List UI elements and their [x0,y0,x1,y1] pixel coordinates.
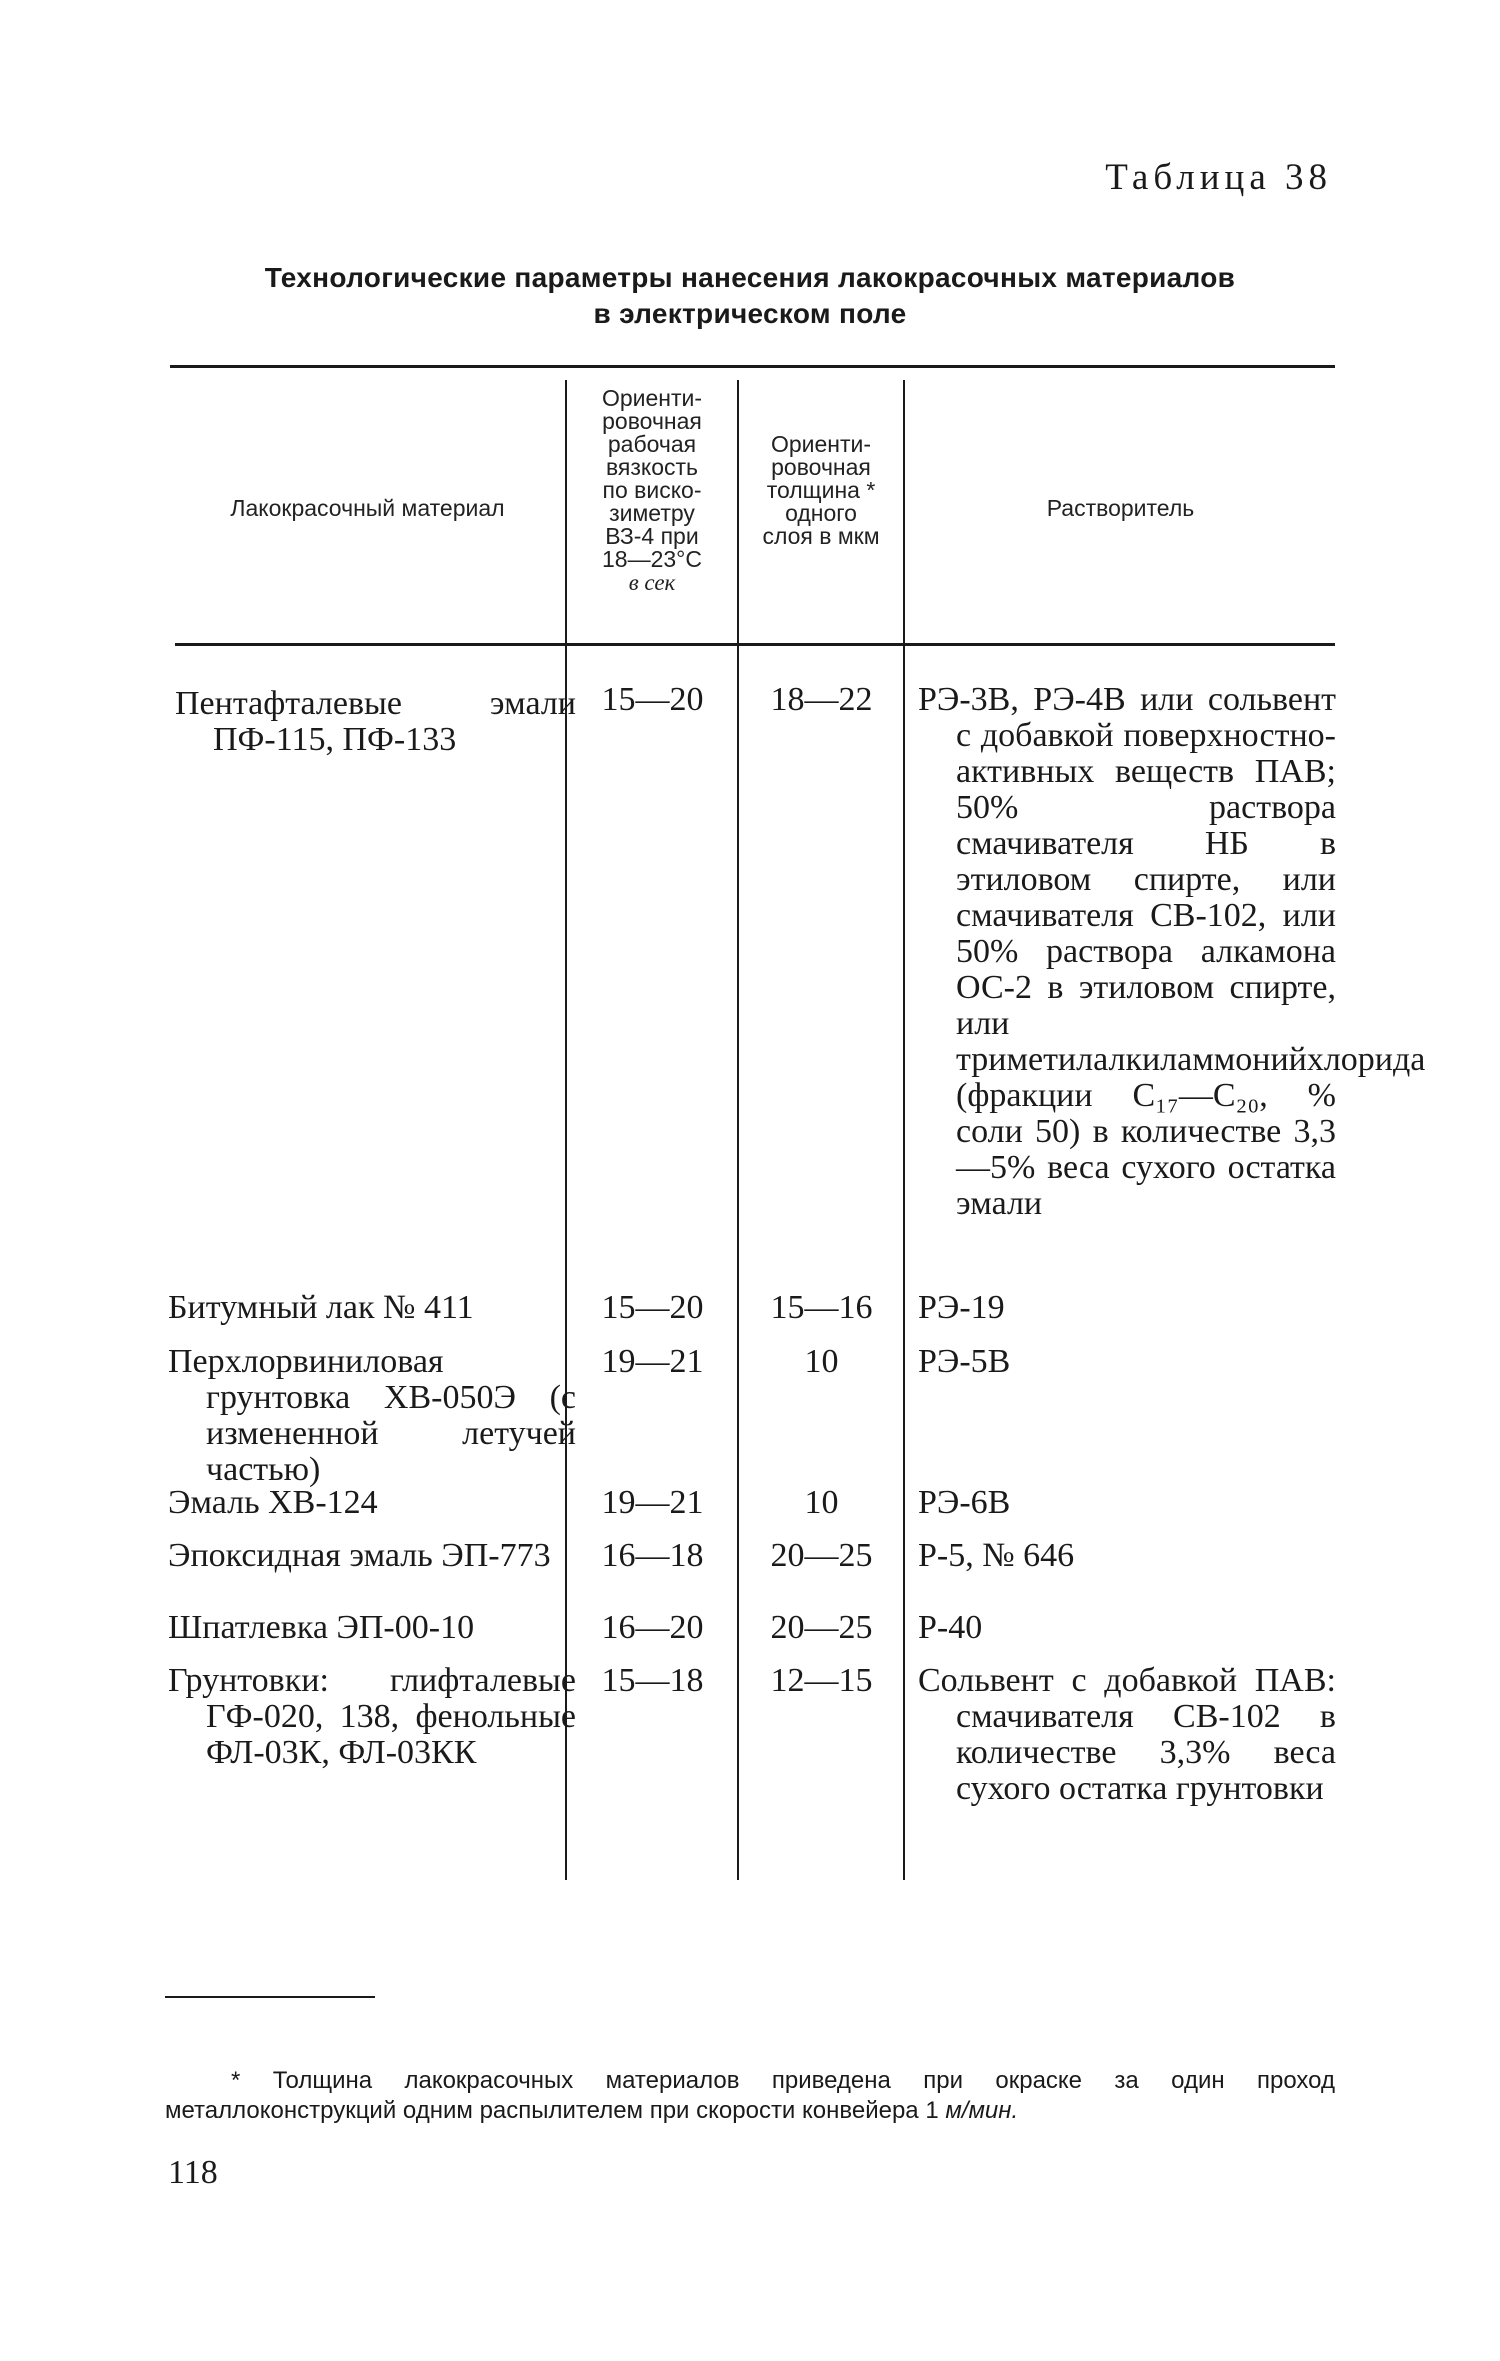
row-4-thickness: 20—25 [770,1537,873,1574]
row-4-material: Эпоксидная эмаль ЭП-773 [168,1537,551,1574]
row-6-viscosity: 15—18 [601,1662,704,1699]
row-1-viscosity: 15—20 [601,1289,704,1326]
row-3-solvent: РЭ-6В [918,1484,1011,1521]
page-number: 118 [168,2154,218,2191]
row-1-solvent: РЭ-19 [918,1289,1005,1326]
footnote-unit: м/мин. [945,2097,1019,2124]
row-2-material: Перхлорвиниловая грунтовка ХВ-050Э (с измененной летучей частью) [168,1343,576,1488]
footnote-rule [165,1996,375,1998]
row-1-material: Битумный лак № 411 [168,1289,474,1326]
table-title [170,260,1330,332]
header-thickness: Ориенти- ровочная толщина * одного слоя в мкм [762,431,880,549]
table-top-rule [170,365,1335,368]
header-solvent: Растворитель [1046,495,1195,521]
row-3-material: Эмаль ХВ-124 [168,1484,378,1521]
row-0-viscosity: 15—20 [601,681,704,718]
column-divider [737,380,739,1880]
column-divider [565,380,567,1880]
table-title-line-2: в электрическом поле [593,298,907,329]
row-5-solvent: Р-40 [918,1609,983,1646]
header-material: Лакокрасочный материал [230,495,505,521]
table-title-line-1: Технологические параметры нанесения лакокрасочных материалов [264,262,1236,293]
row-2-solvent: РЭ-5В [918,1343,1011,1380]
row-5-viscosity: 16—20 [601,1609,704,1646]
row-0-solvent: РЭ-3В, РЭ-4В или сольвент с добавкой поверхностно-активных веществ ПАВ; 50% раствора смачивателя НБ в этиловом спирте, или смачивателя СВ-102, или 50% раствора алкамона ОС-2 в этиловом спирте, или триметилалкиламмонийхлорида (фракции C₁₇—C₂₀, % соли 50) в количестве 3,3—5% веса сухого остатка эмали [918,681,1426,1222]
row-6-solvent: Сольвент с добавкой ПАВ: смачивателя СВ-102 в количестве 3,3% веса сухого остатка грунтовки [918,1662,1336,1807]
row-0-thickness: 18—22 [770,681,873,718]
row-2-viscosity: 19—21 [601,1343,704,1380]
header-viscosity: Ориенти- ровочная рабочая вязкость по виско- зиметру ВЗ-4 при 18—23°С в сек [601,385,703,595]
row-3-viscosity: 19—21 [601,1484,704,1521]
row-4-solvent: Р-5, № 646 [918,1537,1075,1574]
row-4-viscosity: 16—18 [601,1537,704,1574]
row-5-material: Шпатлевка ЭП-00-10 [168,1609,475,1646]
row-2-thickness: 10 [804,1343,839,1380]
footnote [165,2066,1335,2126]
column-divider [903,380,905,1880]
row-6-material: Грунтовки: глифталевые ГФ-020, 138, фенольные ФЛ-03К, ФЛ-03КК [168,1662,576,1771]
table-label: Таблица 38 [1105,157,1332,198]
footnote-text: * Толщина лакокрасочных материалов приведена при окраске за один проход металлоконструкций одним распылителем при скорости конвейера 1 [165,2067,1335,2124]
row-5-thickness: 20—25 [770,1609,873,1646]
row-6-thickness: 12—15 [770,1662,873,1699]
table-header-rule [175,643,1335,646]
row-1-thickness: 15—16 [770,1289,873,1326]
row-0-material: Пентафталевые эмали ПФ-115, ПФ-133 [175,685,576,758]
row-3-thickness: 10 [804,1484,839,1521]
